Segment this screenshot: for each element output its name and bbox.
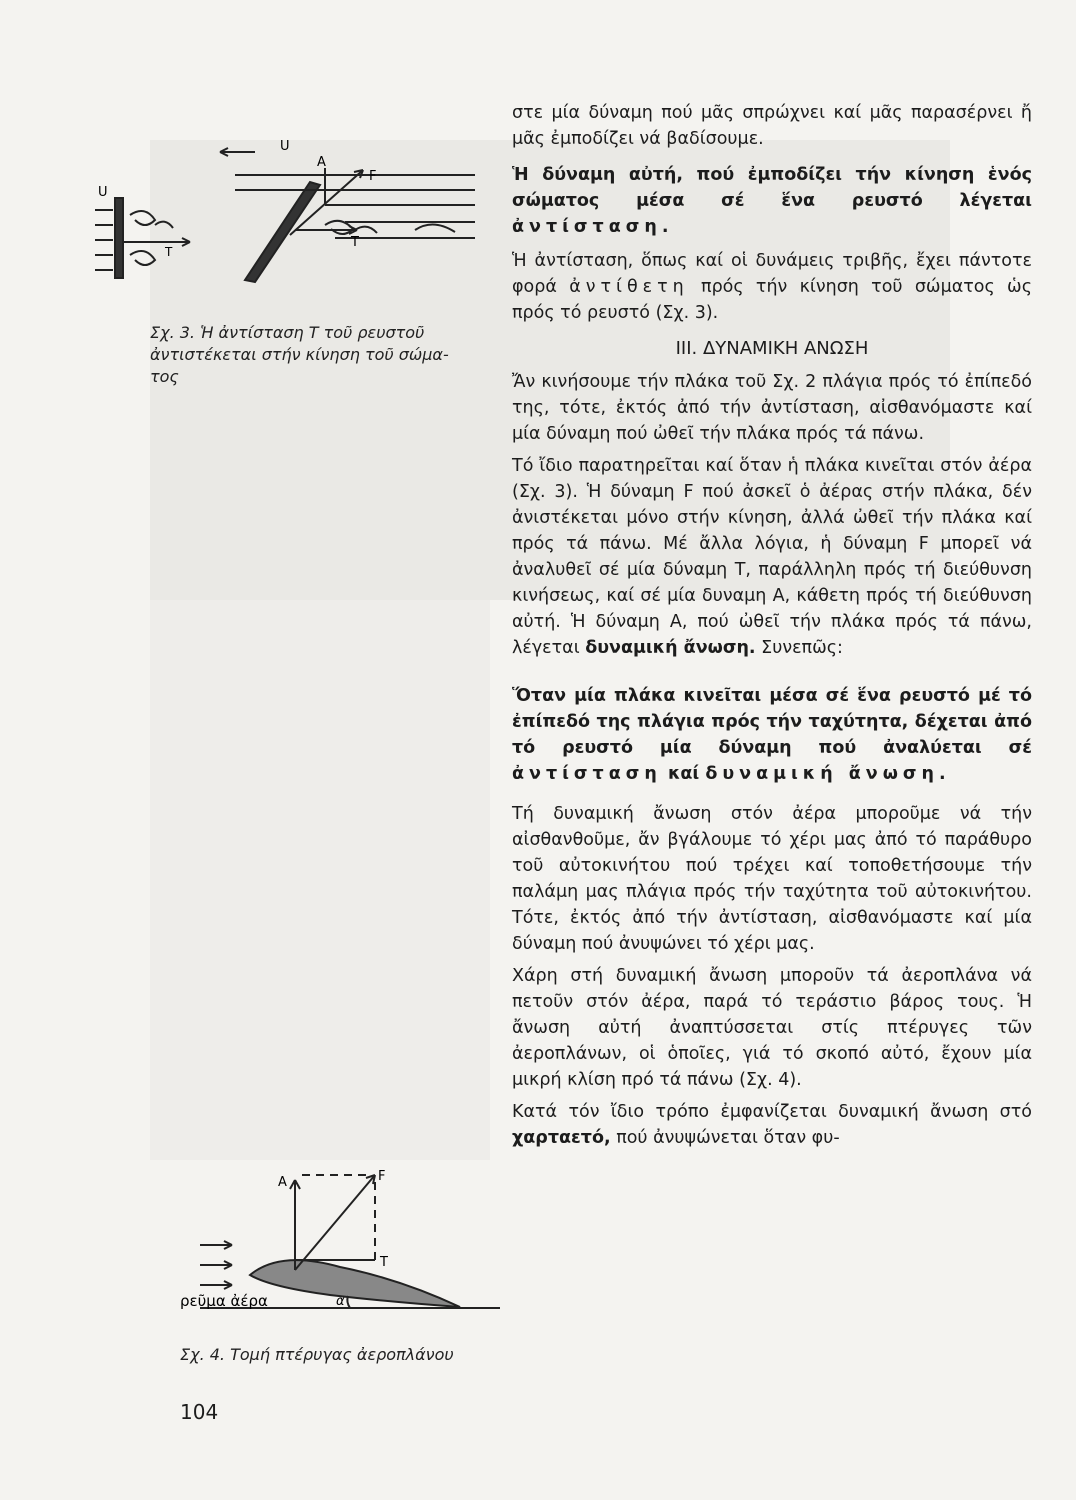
figure-3-caption	[150, 322, 500, 388]
paragraph-text: Τό ἴδιο παρατηρεῖται καί ὅταν ἡ πλάκα κινεῖται στόν ἀέρα (Σχ. 3). Ἡ δύναμη F πού ἀσκεῖ ὁ ἀέρας στήν πλάκα, δέν ἀνιστέκεται μόνο στήν κίνηση, ἀλλά ὠθεῖ τήν πλάκα καί πρός τά πάνω. Μέ ἄλλα λόγια, ἡ δύναμη F μπορεῖ νά ἀναλυθεῖ σέ μία δύναμη T, παράλληλη πρός τή διεύθυνση κινήσεως, καί σέ μία δυναμη A, κάθετη πρός τή διεύθυνση αὐτή. Ἡ δύναμη A, πού ὠθεῖ τήν πλάκα πρός τά πάνω, λέγεται	[512, 456, 1032, 658]
label-a: A	[317, 155, 326, 170]
plate-left	[115, 198, 123, 278]
paragraph	[512, 248, 1032, 326]
label-a: A	[278, 1175, 287, 1190]
paragraph: Τή δυναμική ἄνωση στόν ἀέρα μποροῦμε νά τήν αἰσθανθοῦμε, ἄν βγάλουμε τό χέρι μας ἀπό τό παράθυρο τοῦ αὐτοκινήτου πού τρέχει καί τοποθετήσουμε τήν παλάμη μας πλάγια πρός τήν ταχύτητα τοῦ αὐτοκινήτου. Τότε, ἐκτός ἀπό τήν ἀντίσταση, αἰσθανόμαστε καί μία δύναμη πού ἀνυψώνει τό χέρι μας.	[512, 804, 1032, 954]
paragraph	[512, 1099, 1032, 1151]
definition-text: καί	[667, 764, 700, 784]
emphasis-opposite: ἀντίθετη	[569, 277, 689, 297]
section-heading: III. ΔΥΝΑΜΙΚΗ ΑΝΩΣΗ	[675, 338, 869, 359]
label-t-big: T	[351, 235, 359, 250]
label-f: F	[378, 1169, 386, 1184]
label-airflow: ρεῦμα ἀέρα	[180, 1292, 268, 1310]
plate-inclined	[245, 182, 320, 282]
term-dynamic-lift: δυναμική ἄνωση.	[585, 638, 756, 658]
label-t-small: T	[165, 245, 173, 259]
paragraph-text: Κατά τόν ἴδιο τρόπο ἐμφανίζεται δυναμική ἄνωση στό	[512, 1102, 1032, 1122]
paragraph: Χάρη στή δυναμική ἄνωση μποροῦν τά ἀεροπλάνα νά πετοῦν στόν ἀέρα, παρά τό τεράστιο βάρος τους. Ἡ ἄνωση αὐτή ἀναπτύσσεται στίς πτέρυγες τῶν ἀεροπλάνων, οἱ ὁποῖες, γιά τό σκοπό αὐτό, ἔχουν μία μικρή κλίση πρό τά πάνω (Σχ. 4).	[512, 966, 1032, 1090]
vortex	[130, 211, 155, 225]
label-alpha: α	[336, 1294, 345, 1309]
wing-profile	[250, 1260, 460, 1307]
paragraph-text: Συνεπῶς:	[761, 638, 843, 658]
figure-3-drag-diagram	[95, 130, 505, 320]
term-drag: ἀντίσταση	[512, 764, 662, 784]
paragraph-text: πρός τήν κίνηση τοῦ σώματος ὡς πρός τό ρευστό (Σχ. 3).	[512, 277, 1032, 323]
label-u-left: U	[98, 185, 108, 200]
definition-drag	[512, 162, 1032, 240]
paragraph-text: πού ἀνυψώνεται ὅταν φυ-	[616, 1128, 840, 1148]
figure-4-caption: Σχ. 4. Τομή πτέρυγας ἀεροπλάνου	[180, 1345, 454, 1364]
paragraph-text: Ἡ ἀντίσταση, ὅπως καί οἱ δυνάμεις τριβῆς, ἔχει πάντοτε φορά	[512, 251, 1032, 297]
definition-text: Ὅταν μία πλάκα κινεῖται μέσα σέ ἕνα ρευστό μέ τό ἐπίπεδό της πλάγια πρός τήν ταχύτητα, δέχεται ἀπό τό ρευστό μία δύναμη πού ἀναλύεται σέ	[512, 686, 1032, 758]
main-text-column	[512, 100, 1032, 1157]
term-drag: ἀντίσταση.	[512, 217, 674, 237]
vortex	[130, 251, 155, 265]
vortex	[355, 227, 377, 233]
term-dynamic-lift: δυναμική ἄνωση.	[705, 764, 951, 784]
definition-text: Ἡ δύναμη αὐτή, πού ἐμποδίζει τήν κίνηση ἑνός σώματος μέσα σέ ἕνα ρευστό λέγεται	[512, 165, 1032, 211]
show-through-block	[150, 600, 490, 1160]
figure-4-wing-section	[170, 1160, 510, 1320]
vortex	[415, 224, 455, 232]
paragraph: Ἄν κινήσουμε τήν πλάκα τοῦ Σχ. 2 πλάγια πρός τό ἐπίπεδό της, τότε, ἐκτός ἀπό τήν ἀντίσταση, αἰσθανόμαστε καί μία δύναμη πού ὠθεῖ τήν πλάκα πρός τά πάνω.	[512, 372, 1032, 444]
page-number: 104	[180, 1400, 219, 1424]
paragraph: στε μία δύναμη πού μᾶς σπρώχνει καί μᾶς παρασέρνει ἤ μᾶς ἐμποδίζει νά βαδίσουμε.	[512, 103, 1032, 149]
caption-line: ἀντιστέκεται στήν κίνηση τοῦ σώμα-	[150, 345, 449, 364]
caption-line: Σχ. 3. Ἡ ἀντίσταση T τοῦ ρευστοῦ	[150, 323, 425, 342]
caption-line: τος	[150, 367, 179, 386]
vortex	[155, 222, 173, 228]
label-u-top: U	[280, 139, 290, 154]
term-kite: χαρταετό,	[512, 1128, 611, 1148]
force-arrow-f	[295, 1175, 375, 1270]
definition-lift	[512, 683, 1032, 787]
paragraph	[512, 453, 1032, 661]
label-f: F	[369, 169, 377, 184]
label-t: T	[380, 1255, 388, 1270]
